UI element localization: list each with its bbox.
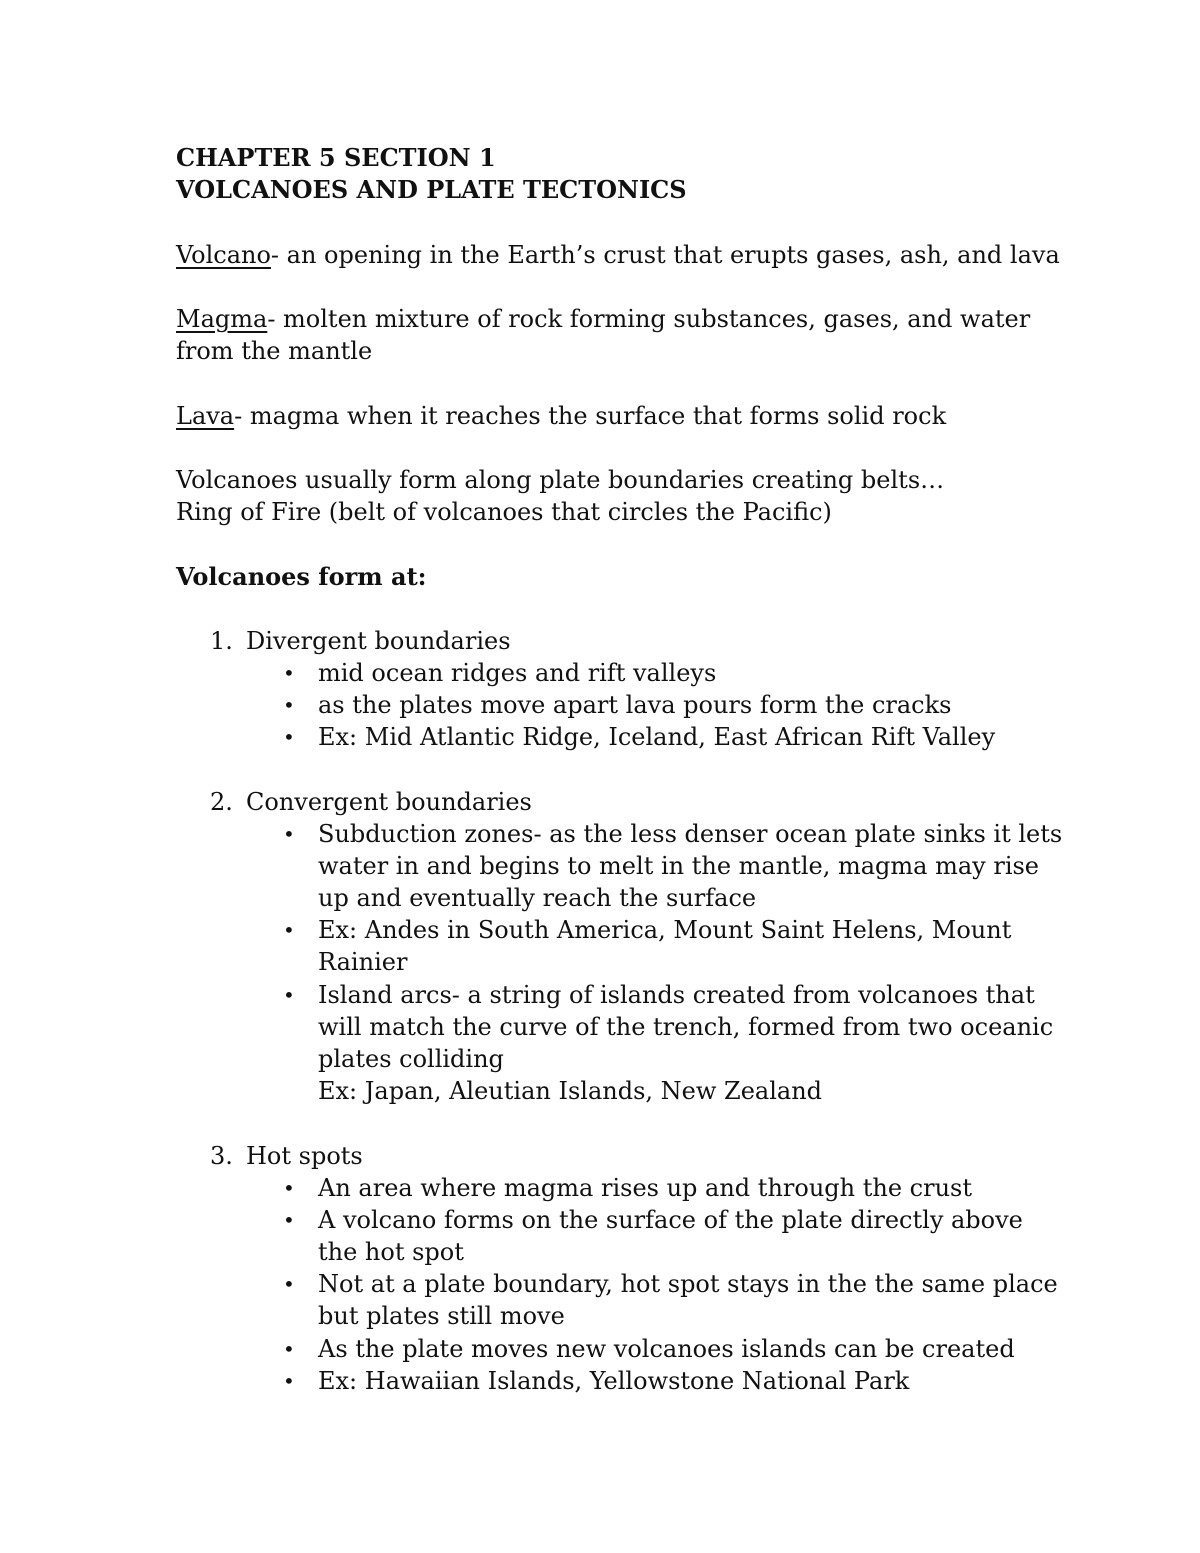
list-item-continued: Rainier [318, 948, 408, 976]
list-number-2: 2. [210, 788, 233, 816]
list-item: Island arcs- a string of islands created from volcanoes that [318, 981, 1035, 1009]
list-item: Not at a plate boundary, hot spot stays in the the same place [318, 1270, 1058, 1298]
definition-magma-text: - molten mixture of rock forming substances, gases, and water [267, 305, 1031, 333]
bullet-icon: • [283, 661, 295, 685]
definition-volcano-text: - an opening in the Earth’s crust that erupts gases, ash, and lava [270, 241, 1060, 269]
definition-volcano [176, 239, 1060, 271]
list-title-divergent: Divergent boundaries [246, 627, 511, 655]
bullet-icon: • [283, 983, 295, 1007]
bullet-icon: • [283, 693, 295, 717]
list-item: An area where magma rises up and through the crust [318, 1174, 972, 1202]
list-item: as the plates move apart lava pours form the cracks [318, 691, 952, 719]
bullet-icon: • [283, 1272, 295, 1296]
definition-lava-text: - magma when it reaches the surface that forms solid rock [234, 402, 947, 430]
term-magma: Magma [176, 305, 268, 333]
volcanoes-form-heading: Volcanoes form at: [176, 562, 427, 591]
list-item-continued: will match the curve of the trench, formed from two oceanic [318, 1013, 1054, 1041]
list-item-continued: water in and begins to melt in the mantle, magma may rise [318, 852, 1040, 880]
list-title-hot-spots: Hot spots [246, 1142, 363, 1170]
bullet-icon: • [283, 918, 295, 942]
list-item: mid ocean ridges and rift valleys [318, 659, 717, 687]
definition-magma-continued: from the mantle [176, 337, 373, 365]
list-item-continued: the hot spot [318, 1238, 464, 1266]
list-item: Ex: Hawaiian Islands, Yellowstone National Park [318, 1367, 910, 1395]
list-item: A volcano forms on the surface of the plate directly above [318, 1206, 1023, 1234]
definition-magma [176, 303, 1030, 335]
list-title-convergent: Convergent boundaries [246, 788, 532, 816]
chapter-heading: CHAPTER 5 SECTION 1 [176, 143, 496, 172]
bullet-icon: • [283, 1208, 295, 1232]
list-number-1: 1. [210, 627, 233, 655]
list-item-continued: up and eventually reach the surface [318, 884, 757, 912]
bullet-icon: • [283, 1369, 295, 1393]
list-item-continued: Ex: Japan, Aleutian Islands, New Zealand [318, 1077, 823, 1105]
list-item-continued: plates colliding [318, 1045, 504, 1073]
section-title: VOLCANOES AND PLATE TECTONICS [176, 175, 687, 204]
term-volcano: Volcano [176, 241, 271, 269]
list-item: Ex: Andes in South America, Mount Saint Helens, Mount [318, 916, 1012, 944]
list-item: Ex: Mid Atlantic Ridge, Iceland, East African Rift Valley [318, 723, 996, 751]
bullet-icon: • [283, 1337, 295, 1361]
bullet-icon: • [283, 725, 295, 749]
list-item: As the plate moves new volcanoes islands can be created [318, 1335, 1015, 1363]
list-item: Subduction zones- as the less denser ocean plate sinks it lets [318, 820, 1063, 848]
definition-lava [176, 400, 946, 432]
list-item-continued: but plates still move [318, 1302, 565, 1330]
intro-line-1: Volcanoes usually form along plate boundaries creating belts… [176, 466, 945, 494]
bullet-icon: • [283, 822, 295, 846]
bullet-icon: • [283, 1176, 295, 1200]
list-number-3: 3. [210, 1142, 233, 1170]
intro-line-2: Ring of Fire (belt of volcanoes that circles the Pacific) [176, 498, 832, 526]
term-lava: Lava [176, 402, 235, 430]
